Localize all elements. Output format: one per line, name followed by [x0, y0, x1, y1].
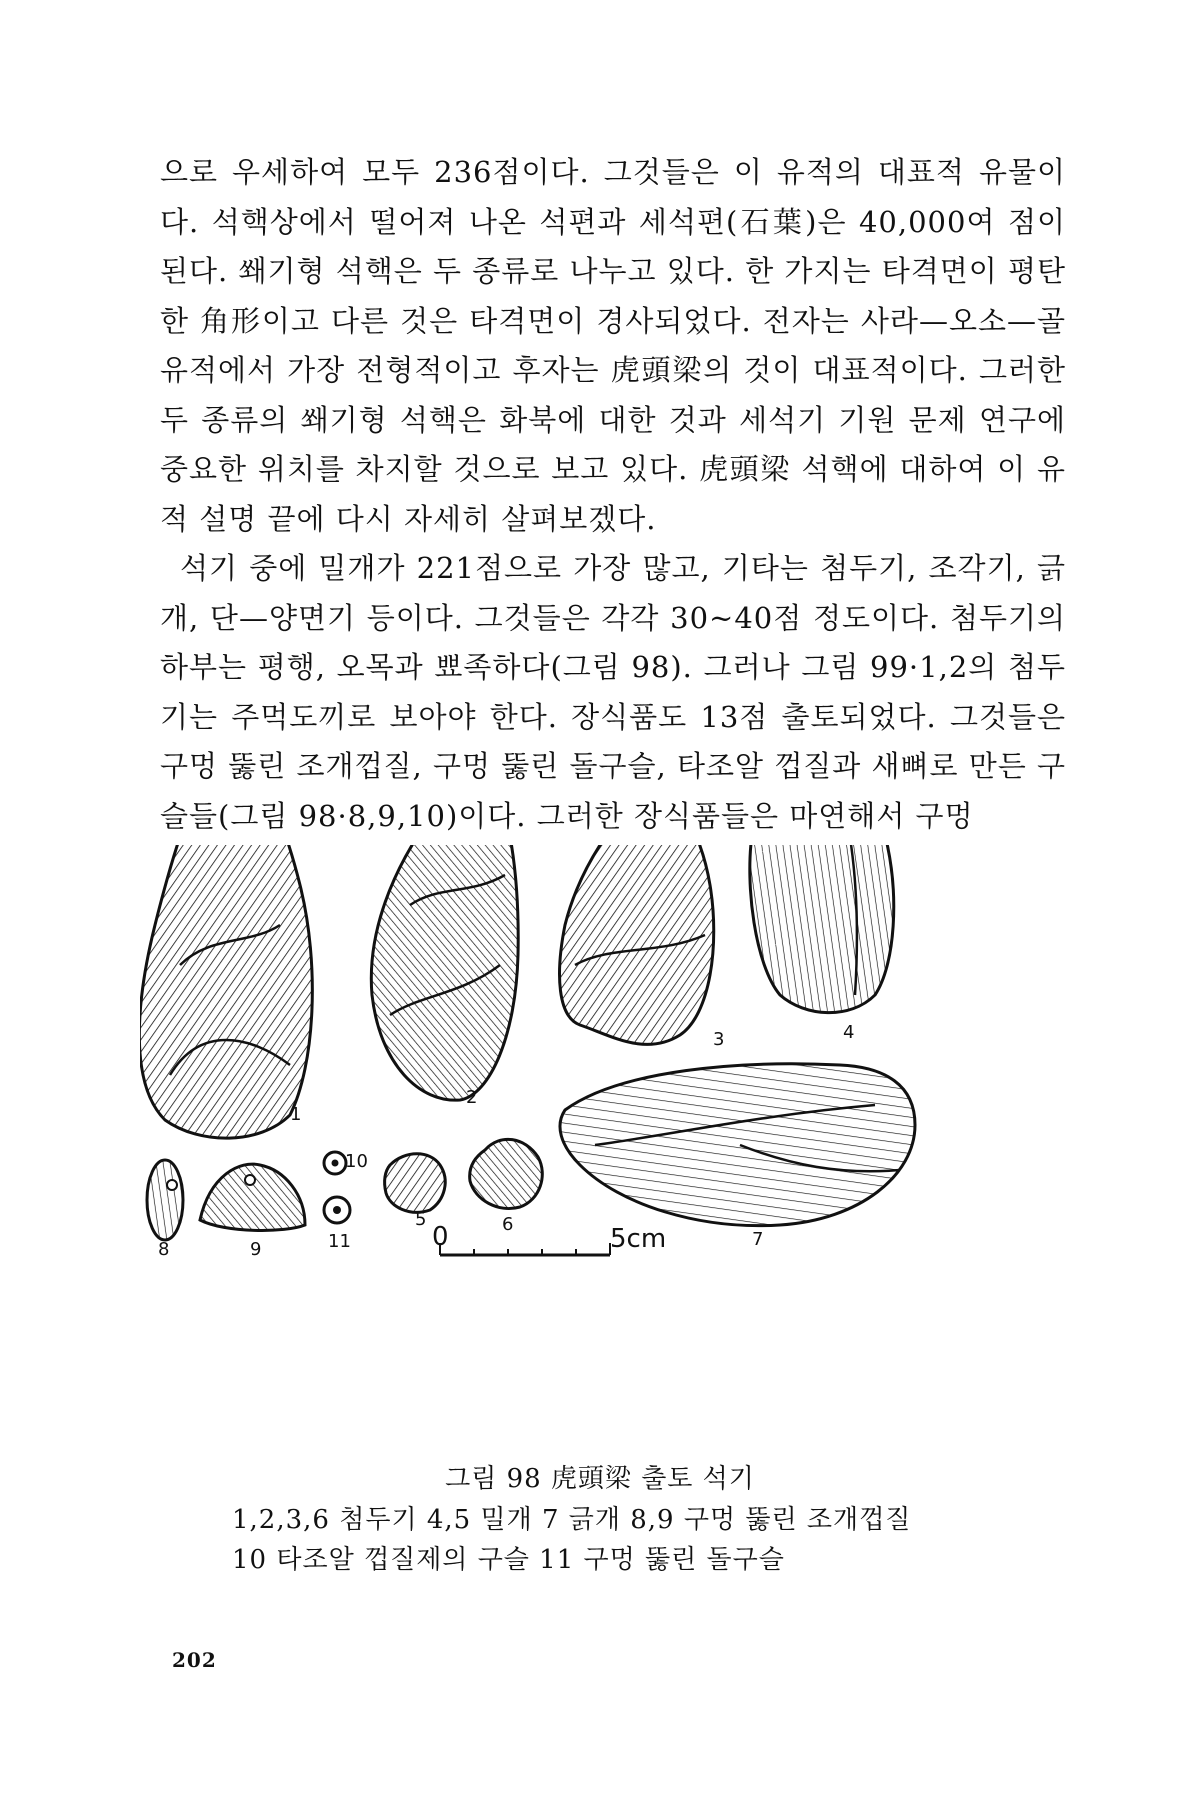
page-number: 202 [172, 1648, 217, 1672]
figure-label: 1 [290, 1104, 302, 1125]
figure-stone-tools [140, 845, 1080, 1465]
figure-label: 2 [466, 1087, 478, 1108]
stone-tool-4 [750, 845, 894, 1013]
bead-11 [324, 1197, 350, 1223]
figure-label: 5 [415, 1209, 427, 1230]
figure-label: 4 [843, 1022, 855, 1043]
scale-bar [432, 1222, 666, 1255]
stone-tool-3 [560, 845, 714, 1044]
stone-tool-8 [147, 1160, 183, 1240]
stone-tool-7 [560, 1064, 915, 1226]
caption-line: 10 타조알 껍질제의 구슬 11 구멍 뚫린 돌구슬 [232, 1545, 785, 1575]
figure-label: 8 [158, 1239, 170, 1260]
figure-label: 3 [713, 1029, 725, 1050]
figure-caption-legend [232, 1500, 1032, 1580]
figure-label: 9 [250, 1239, 262, 1260]
paragraph: 석기 중에 밀개가 221점으로 가장 많고, 기타는 첨두기, 조각기, 긁개, 단—양면기 등이다. 그것들은 각각 30~40점 정도이다. 첨두기의 하부는 평행, 오목과 뾰족하다(그림 98). 그러나 그림 99·1,2의 첨두기는 주먹도끼로 보아야 한다. 장식품도 13점 출토되었다. 그것들은 구멍 뚫린 조개껍질, 구멍 뚫린 돌구슬, 타조알 껍질과 새뼈로 만든 구슬들(그림 98·8,9,10)이다. 그러한 장식품들은 마연해서 구멍 [160, 551, 1066, 833]
stone-tool-5 [385, 1154, 446, 1213]
figure-caption-title: 그림 98 虎頭梁 출토 석기 [445, 1464, 755, 1494]
bead-10 [324, 1152, 346, 1174]
caption-line: 1,2,3,6 첨두기 4,5 밀개 7 긁개 8,9 구멍 뚫린 조개껍질 [232, 1505, 912, 1535]
figure-label: 10 [345, 1151, 368, 1172]
stone-tools-illustration [140, 845, 1080, 1465]
figure-label: 6 [502, 1214, 514, 1235]
figure-label: 7 [752, 1229, 764, 1250]
body-text [160, 148, 1066, 841]
figure-label: 11 [328, 1231, 351, 1252]
stone-tool-1 [140, 845, 312, 1138]
paragraph: 으로 우세하여 모두 236점이다. 그것들은 이 유적의 대표적 유물이다. 석핵상에서 떨어져 나온 석편과 세석편(石葉)은 40,000여 점이 된다. 쐐기형 석핵은 두 종류로 나누고 있다. 한 가지는 타격면이 평탄한 角形이고 다른 것은 타격면이 경사되었다. 전자는 사라—오소—골유적에서 가장 전형적이고 후자는 虎頭梁의 것이 대표적이다. 그러한 두 종류의 쐐기형 석핵은 화북에 대한 것과 세석기 기원 문제 연구에 중요한 위치를 차지할 것으로 보고 있다. 虎頭梁 석핵에 대하여 이 유적 설명 끝에 다시 자세히 살펴보겠다. [160, 155, 1066, 536]
stone-tool-9 [200, 1164, 305, 1230]
scale-start-label: 0 [432, 1222, 449, 1252]
stone-tool-2 [371, 845, 518, 1100]
stone-tool-6 [470, 1139, 543, 1208]
scale-end-label: 5cm [610, 1224, 667, 1254]
